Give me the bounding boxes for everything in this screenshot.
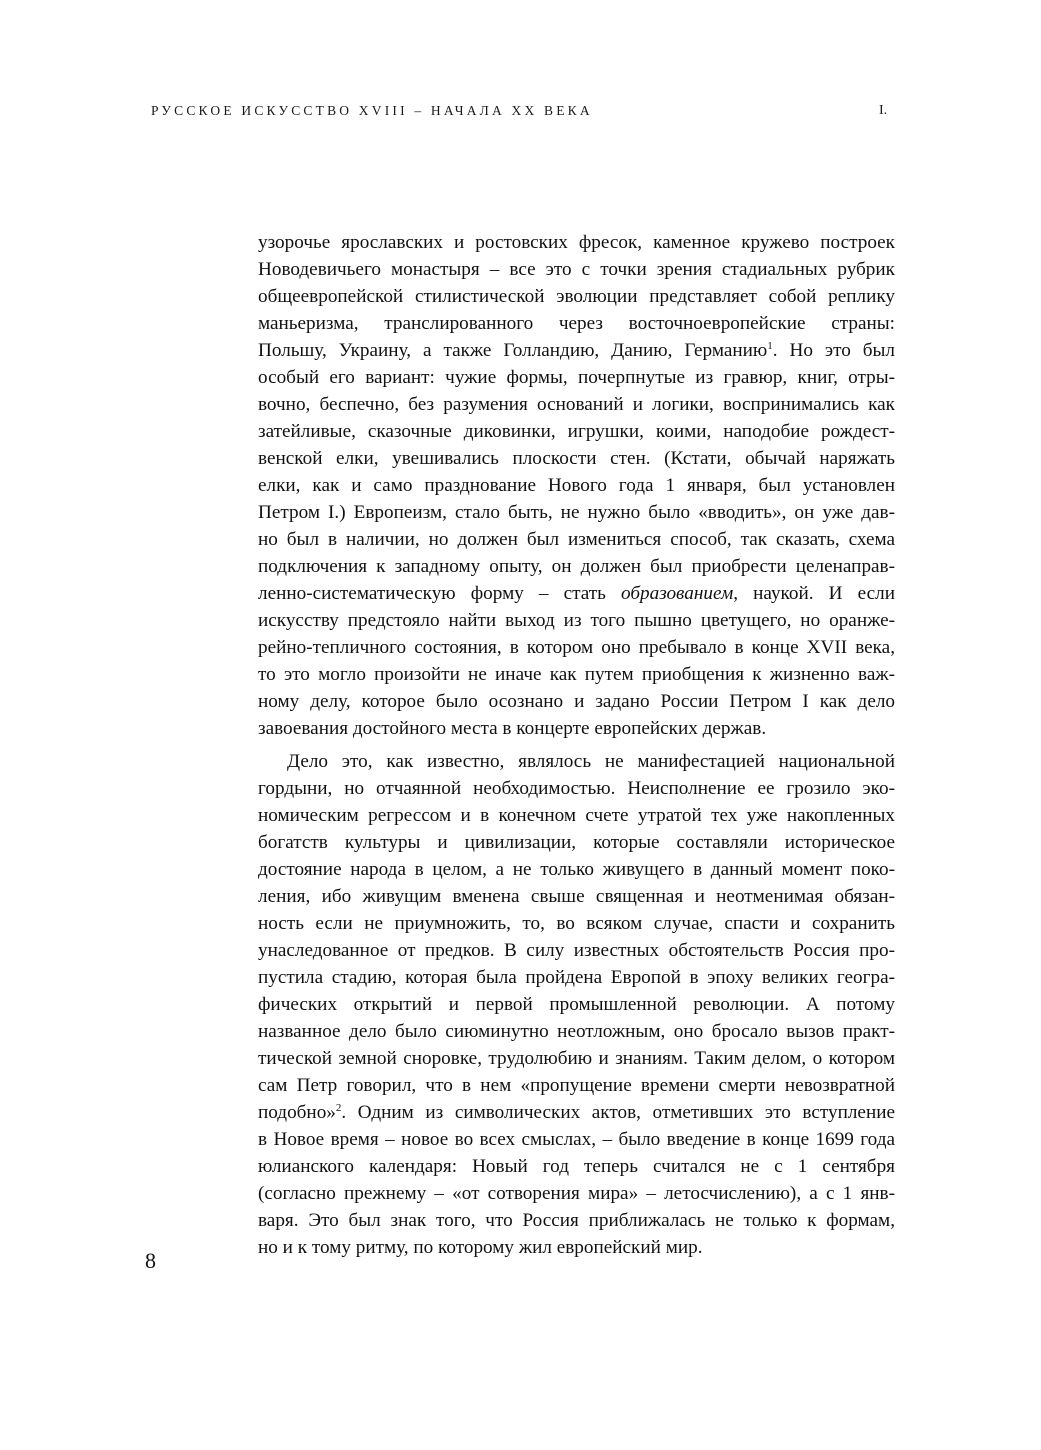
text-segment: . Одним из символических актов, отметивших это вступление xyxy=(341,1102,895,1123)
text-line: тической земной сноровке, трудолюбию и знаниям. Таким делом, о котором xyxy=(258,1048,895,1069)
page-number: 8 xyxy=(145,1248,156,1273)
text-line xyxy=(258,1099,895,1126)
text-line: сам Петр говорил, что в нем «пропущение времени смерти невозвратной xyxy=(258,1075,895,1096)
text-line: в Новое время – новое во всех смыслах, – было введение в конце 1699 года xyxy=(258,1129,895,1150)
paragraph-1 xyxy=(258,229,895,742)
text-line: ления, ибо живущим вменена свыше священная и неотменимая обязан- xyxy=(258,886,895,907)
text-line: завоевания достойного места в концерте европейских держав. xyxy=(258,718,767,739)
text-line: богатств культуры и цивилизации, которые составляли историческое xyxy=(258,832,895,853)
running-title: РУССКОЕ ИСКУССТВО XVIII – НАЧАЛА XX ВЕКА xyxy=(151,103,593,118)
footnote-marker-1[interactable]: 1 xyxy=(767,340,773,352)
text-line: варя. Это был знак того, что Россия приближалась не только к формам, xyxy=(258,1210,895,1231)
text-segment: ленно-систематическую форму – стать xyxy=(258,583,622,604)
text-line xyxy=(258,337,895,364)
text-line: достояние народа в целом, а не только живущего в данный момент поко- xyxy=(258,859,895,880)
body-text xyxy=(258,229,895,1261)
text-line: пустила стадию, которая была пройдена Европой в эпоху великих геогра- xyxy=(258,967,895,988)
paragraph-2 xyxy=(258,748,895,1261)
text-line: затейливые, сказочные диковинки, игрушки, коими, наподобие рождест- xyxy=(258,421,895,442)
text-line: вочно, беспечно, без разумения оснований и логики, воспринимались как xyxy=(258,394,895,415)
text-line: то это могло произойти не иначе как путем приобщения к жизненно важ- xyxy=(258,664,895,685)
text-line: фических открытий и первой промышленной революции. А потому xyxy=(258,994,895,1015)
text-line: гордыни, но отчаянной необходимостью. Неисполнение ее грозило эко- xyxy=(258,778,895,799)
text-line: рейно-тепличного состояния, в котором оно пребывало в конце XVII века, xyxy=(258,637,895,658)
text-line: елки, как и само празднование Нового года 1 января, был установлен xyxy=(258,475,895,496)
text-line: Новодевичьего монастыря – все это с точки зрения стадиальных рубрик xyxy=(258,259,895,280)
text-line xyxy=(258,580,895,607)
text-line: Петром I.) Европеизм, стало быть, не нужно было «вводить», он уже дав- xyxy=(258,502,895,523)
text-line: унаследованное от предков. В силу известных обстоятельств Россия про- xyxy=(258,940,895,961)
text-line: общеевропейской стилистической эволюции представляет собой реплику xyxy=(258,286,895,307)
text-line: номическим регрессом и в конечном счете утратой тех уже накопленных xyxy=(258,805,895,826)
footnote-marker-2[interactable]: 2 xyxy=(335,1102,342,1114)
text-line: (согласно прежнему – «от сотворения мира» – летосчислению), а с 1 янв- xyxy=(258,1183,895,1204)
text-line: маньеризма, транслированного через восточноевропейские страны: xyxy=(258,313,895,334)
chapter-mark: I. xyxy=(879,103,888,118)
text-line: Дело это, как известно, являлось не манифестацией национальной xyxy=(287,751,895,772)
text-line: узорочье ярославских и ростовских фресок, каменное кружево построек xyxy=(258,232,895,253)
text-line: названное дело было сиюминутно неотложным, оно бросало вызов практ- xyxy=(258,1021,895,1042)
text-line: ность если не приумножить, то, во всяком случае, спасти и сохранить xyxy=(258,913,895,934)
text-line: но был в наличии, но должен был измениться способ, так сказать, схема xyxy=(258,529,895,550)
text-segment: . Но это был xyxy=(772,340,896,361)
text-segment: подобно» xyxy=(258,1102,336,1123)
text-line: подключения к западному опыту, он должен был приобрести целенаправ- xyxy=(258,556,895,577)
text-line: ному делу, которое было осознано и задано России Петром I как дело xyxy=(258,691,895,712)
text-line: искусству предстояло найти выход из того пышно цветущего, но оранже- xyxy=(258,610,895,631)
text-line: венской елки, увешивались плоскости стен. (Кстати, обычай наряжать xyxy=(258,448,895,469)
emphasized-term: образованием xyxy=(621,583,734,604)
text-line: но и к тому ритму, по которому жил европейский мир. xyxy=(258,1237,703,1258)
text-segment: , наукой. И если xyxy=(733,583,896,604)
text-line: юлианского календаря: Новый год теперь считался не с 1 сентября xyxy=(258,1156,895,1177)
text-segment: Польшу, Украину, а также Голландию, Данию, Германию xyxy=(258,340,768,361)
text-line: особый его вариант: чужие формы, почерпнутые из гравюр, книг, отры- xyxy=(258,367,895,388)
